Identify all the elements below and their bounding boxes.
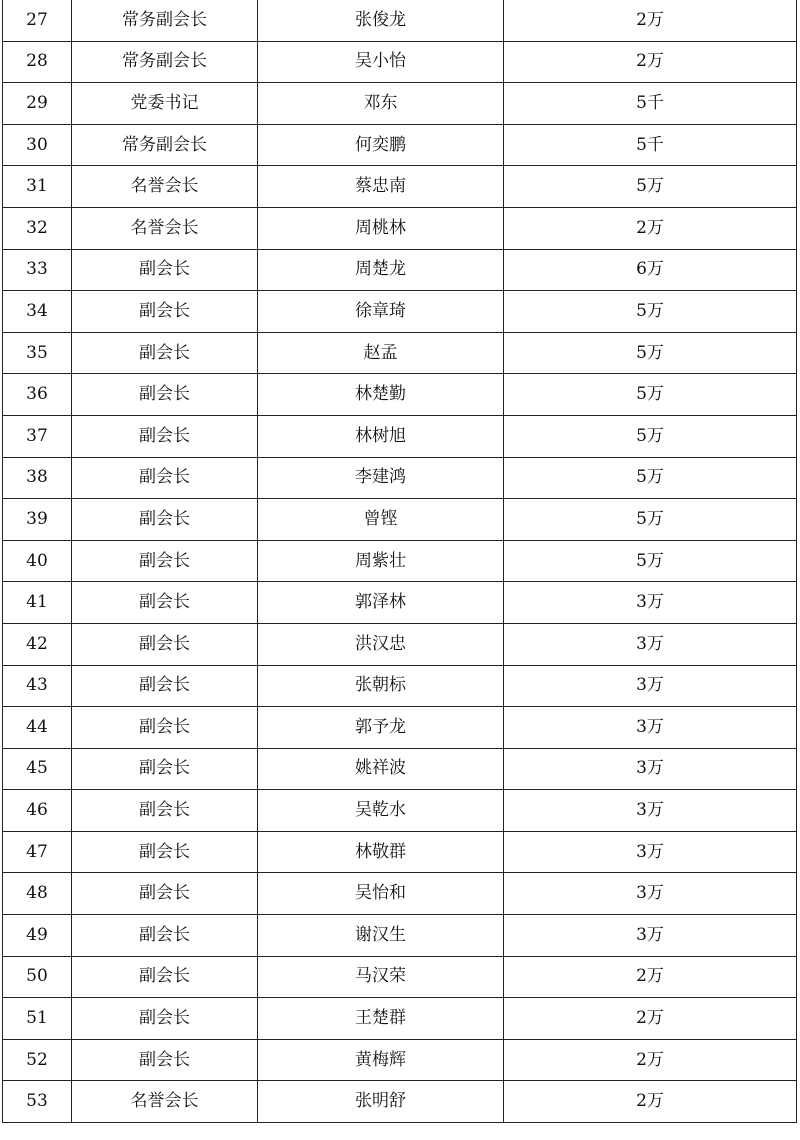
table-row: [3, 0, 797, 41]
table-row: [3, 207, 797, 249]
name-cell: 周紫壮: [258, 540, 504, 582]
amount-cell: 5万: [504, 415, 797, 457]
position-cell: 副会长: [72, 415, 258, 457]
amount-cell: 2万: [504, 207, 797, 249]
table-row: [3, 1081, 797, 1123]
name-cell: 徐章琦: [258, 291, 504, 333]
name-cell: 曾铿: [258, 499, 504, 541]
table-body: [3, 0, 797, 1123]
table-row: [3, 415, 797, 457]
name-cell: 王楚群: [258, 998, 504, 1040]
amount-cell: 3万: [504, 790, 797, 832]
position-cell: 常务副会长: [72, 0, 258, 41]
name-cell: 何奕鹏: [258, 124, 504, 166]
table-row: [3, 998, 797, 1040]
table-row: [3, 623, 797, 665]
position-cell: 副会长: [72, 582, 258, 624]
name-cell: 张朝标: [258, 665, 504, 707]
name-cell: 周楚龙: [258, 249, 504, 291]
name-cell: 蔡忠南: [258, 166, 504, 208]
position-cell: 副会长: [72, 332, 258, 374]
amount-cell: 6万: [504, 249, 797, 291]
position-cell: 副会长: [72, 831, 258, 873]
name-cell: 郭泽林: [258, 582, 504, 624]
row-number-cell: 45: [3, 748, 72, 790]
position-cell: 副会长: [72, 915, 258, 957]
table-row: [3, 374, 797, 416]
name-cell: 林树旭: [258, 415, 504, 457]
table-row: [3, 457, 797, 499]
row-number-cell: 37: [3, 415, 72, 457]
amount-cell: 2万: [504, 956, 797, 998]
row-number-cell: 53: [3, 1081, 72, 1123]
row-number-cell: 27: [3, 0, 72, 41]
position-cell: 常务副会长: [72, 124, 258, 166]
amount-cell: 5千: [504, 83, 797, 125]
name-cell: 吴乾水: [258, 790, 504, 832]
row-number-cell: 28: [3, 41, 72, 83]
name-cell: 马汉荣: [258, 956, 504, 998]
amount-cell: 5万: [504, 540, 797, 582]
table-row: [3, 1039, 797, 1081]
table-row: [3, 873, 797, 915]
position-cell: 副会长: [72, 623, 258, 665]
amount-cell: 3万: [504, 831, 797, 873]
position-cell: 副会长: [72, 457, 258, 499]
amount-cell: 5千: [504, 124, 797, 166]
table-row: [3, 499, 797, 541]
position-cell: 副会长: [72, 998, 258, 1040]
table-row: [3, 915, 797, 957]
row-number-cell: 31: [3, 166, 72, 208]
name-cell: 邓东: [258, 83, 504, 125]
position-cell: 副会长: [72, 748, 258, 790]
position-cell: 副会长: [72, 374, 258, 416]
name-cell: 黄梅辉: [258, 1039, 504, 1081]
row-number-cell: 47: [3, 831, 72, 873]
row-number-cell: 35: [3, 332, 72, 374]
position-cell: 副会长: [72, 291, 258, 333]
position-cell: 副会长: [72, 665, 258, 707]
table-row: [3, 332, 797, 374]
table-row: [3, 790, 797, 832]
name-cell: 郭予龙: [258, 707, 504, 749]
row-number-cell: 43: [3, 665, 72, 707]
table-row: [3, 166, 797, 208]
row-number-cell: 46: [3, 790, 72, 832]
table-row: [3, 540, 797, 582]
row-number-cell: 38: [3, 457, 72, 499]
amount-cell: 5万: [504, 166, 797, 208]
name-cell: 张明舒: [258, 1081, 504, 1123]
table-row: [3, 582, 797, 624]
table-row: [3, 249, 797, 291]
row-number-cell: 36: [3, 374, 72, 416]
amount-cell: 3万: [504, 582, 797, 624]
row-number-cell: 40: [3, 540, 72, 582]
row-number-cell: 51: [3, 998, 72, 1040]
donation-table: [2, 0, 797, 1123]
amount-cell: 2万: [504, 1081, 797, 1123]
name-cell: 林敬群: [258, 831, 504, 873]
amount-cell: 3万: [504, 707, 797, 749]
table-row: [3, 956, 797, 998]
name-cell: 吴小怡: [258, 41, 504, 83]
name-cell: 张俊龙: [258, 0, 504, 41]
amount-cell: 5万: [504, 374, 797, 416]
position-cell: 党委书记: [72, 83, 258, 125]
table-row: [3, 831, 797, 873]
amount-cell: 3万: [504, 623, 797, 665]
row-number-cell: 33: [3, 249, 72, 291]
amount-cell: 5万: [504, 457, 797, 499]
table-row: [3, 41, 797, 83]
row-number-cell: 39: [3, 499, 72, 541]
amount-cell: 5万: [504, 499, 797, 541]
position-cell: 常务副会长: [72, 41, 258, 83]
row-number-cell: 32: [3, 207, 72, 249]
name-cell: 吴怡和: [258, 873, 504, 915]
row-number-cell: 42: [3, 623, 72, 665]
amount-cell: 5万: [504, 332, 797, 374]
table-row: [3, 124, 797, 166]
table-row: [3, 83, 797, 125]
table-row: [3, 665, 797, 707]
amount-cell: 2万: [504, 1039, 797, 1081]
name-cell: 赵孟: [258, 332, 504, 374]
name-cell: 姚祥波: [258, 748, 504, 790]
amount-cell: 5万: [504, 291, 797, 333]
name-cell: 周桃林: [258, 207, 504, 249]
row-number-cell: 48: [3, 873, 72, 915]
position-cell: 副会长: [72, 540, 258, 582]
amount-cell: 2万: [504, 0, 797, 41]
row-number-cell: 29: [3, 83, 72, 125]
table-row: [3, 748, 797, 790]
row-number-cell: 49: [3, 915, 72, 957]
amount-cell: 3万: [504, 915, 797, 957]
position-cell: 名誉会长: [72, 207, 258, 249]
position-cell: 副会长: [72, 873, 258, 915]
amount-cell: 3万: [504, 665, 797, 707]
position-cell: 副会长: [72, 956, 258, 998]
row-number-cell: 50: [3, 956, 72, 998]
row-number-cell: 44: [3, 707, 72, 749]
row-number-cell: 30: [3, 124, 72, 166]
amount-cell: 3万: [504, 873, 797, 915]
name-cell: 李建鸿: [258, 457, 504, 499]
amount-cell: 2万: [504, 998, 797, 1040]
position-cell: 副会长: [72, 499, 258, 541]
position-cell: 名誉会长: [72, 1081, 258, 1123]
name-cell: 谢汉生: [258, 915, 504, 957]
position-cell: 副会长: [72, 249, 258, 291]
amount-cell: 2万: [504, 41, 797, 83]
amount-cell: 3万: [504, 748, 797, 790]
position-cell: 副会长: [72, 1039, 258, 1081]
table-row: [3, 707, 797, 749]
position-cell: 名誉会长: [72, 166, 258, 208]
name-cell: 洪汉忠: [258, 623, 504, 665]
name-cell: 林楚勤: [258, 374, 504, 416]
table-row: [3, 291, 797, 333]
position-cell: 副会长: [72, 707, 258, 749]
row-number-cell: 52: [3, 1039, 72, 1081]
row-number-cell: 41: [3, 582, 72, 624]
row-number-cell: 34: [3, 291, 72, 333]
position-cell: 副会长: [72, 790, 258, 832]
